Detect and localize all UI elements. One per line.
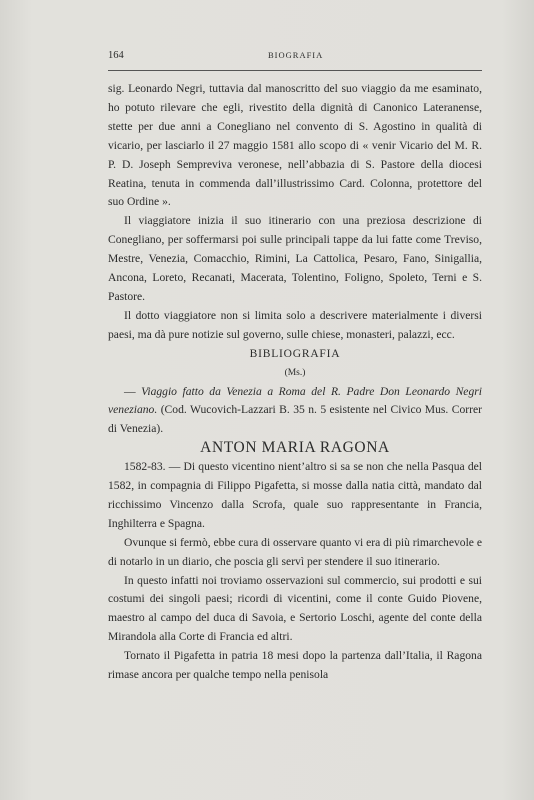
section-paragraph-1: 1582-83. — Di questo vicentino nient’altro si sa se non che nella Pasqua del 1582, in compagnia di Filippo Pigafetta, si mosse dalla natia città, mandato dal ricchissimo Vincenzo dalla Scrofa, quale suo rappresentante in Francia, Inghilterra e Spagna. bbox=[108, 460, 482, 530]
entry-dash: — bbox=[124, 384, 136, 398]
section-heading: ANTON MARIA RAGONA bbox=[200, 439, 390, 457]
header-rule bbox=[108, 70, 482, 71]
section-paragraph-3: In questo infatti noi troviamo osservazioni sul commercio, sui prodotti e sui costumi dei singoli paesi; ricordi di vicentini, come il conte Guido Piovene, maestro al campo del duca di Savoia, e Sertorio Loschi, agente del conte della Mirandola alla Corte di Francia ed altri. bbox=[108, 573, 482, 644]
paragraph-itinerary: Il viaggiatore inizia il suo itinerario con una preziosa descrizione di Conegliano, per soffermarsi poi sulle principali tappe da lui fatte come Treviso, Mestre, Venezia, Comacchio, Rimini, La Cattolica, Pesaro, Fano, Sinigallia, Ancona, Loreto, Recanati, Macerata, Tolentino, Foligno, Spoleto, Terni e S. Pastore. bbox=[108, 214, 482, 303]
bibliography-heading: BIBLIOGRAFIA bbox=[249, 347, 341, 360]
paragraph-continuation: sig. Leonardo Negri, tuttavia dal manoscritto del suo viaggio da me esaminato, ho potuto rilevare che egli, rivestito della dignità di Canonico Lateranense, stette per due anni a Conegliano nel convento di S. Agostino in qualità di vicario, per lasciarlo il 27 maggio 1581 allo scopo di « venir Vicario del M. R. P. D. Joseph Sempreviva veronese, nell’abbazia di S. Pastore della diocesi Reatina, tenuta in commenda dall’illustrissimo Card. Colonna, protettore del suo Ordine ». bbox=[108, 82, 482, 209]
entry-title: Viaggio fatto da Venezia a Roma del R. Padre Don Leonardo Negri veneziano. bbox=[108, 384, 482, 417]
running-header bbox=[108, 50, 482, 61]
entry-citation: (Cod. Wucovich-Lazzari B. 35 n. 5 esistente nel Civico Mus. Correr di Venezia). bbox=[108, 403, 482, 436]
paragraph-description: Il dotto viaggiatore non si limita solo a descrivere materialmente i diversi paesi, ma dà pure notizie sul governo, sulle chiese, monasteri, palazzi, ecc. bbox=[108, 308, 482, 341]
running-title: BIOGRAFIA bbox=[268, 50, 324, 60]
manuscript-label: (Ms.) bbox=[284, 367, 306, 378]
bibliography-entry bbox=[108, 383, 482, 440]
page-body bbox=[108, 80, 482, 685]
page-number: 164 bbox=[108, 50, 124, 61]
section-paragraph-4: Tornato il Pigafetta in patria 18 mesi dopo la partenza dall’Italia, il Ragona rimase ancora per qualche tempo nella penisola bbox=[108, 649, 482, 682]
section-paragraph-2: Ovunque si fermò, ebbe cura di osservare quanto vi era di più rimarchevole e di notarlo in un diario, che poscia gli servì per stendere il suo itinerario. bbox=[108, 535, 482, 568]
